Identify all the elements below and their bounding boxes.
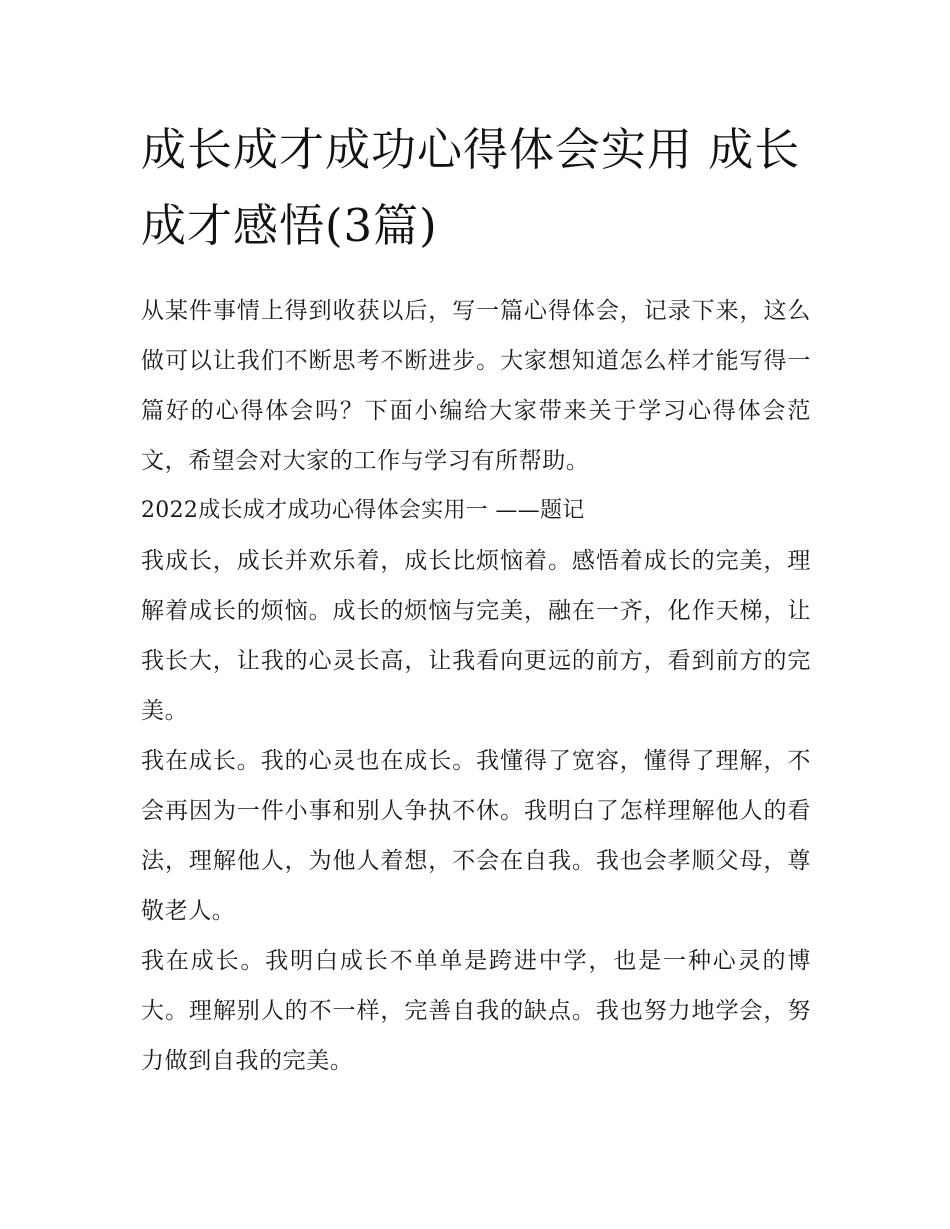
section-heading: 2022成长成才成功心得体会实用一 ——题记	[141, 498, 585, 523]
body-paragraph: 我在成长。我明白成长不单单是跨进中学，也是一种心灵的博大。理解别人的不一样，完善自我的缺点。我也努力地学会，努力做到自我的完美。	[141, 948, 811, 1074]
document-body	[141, 112, 811, 1086]
body-paragraph: 我成长，成长并欢乐着，成长比烦恼着。感悟着成长的完美，理解着成长的烦恼。成长的烦恼与完美，融在一齐，化作天梯，让我长大，让我的心灵长高，让我看向更远的前方，看到前方的完美。	[141, 548, 811, 724]
document-title: 成长成才成功心得体会实用 成长成才感悟(3篇)	[141, 123, 801, 252]
body-paragraph: 我在成长。我的心灵也在成长。我懂得了宽容，懂得了理解，不会再因为一件小事和别人争执不休。我明白了怎样理解他人的看法，理解他人，为他人着想，不会在自我。我也会孝顺父母，尊敬老人。	[141, 748, 811, 924]
intro-paragraph: 从某件事情上得到收获以后，写一篇心得体会，记录下来，这么做可以让我们不断思考不断进步。大家想知道怎么样才能写得一篇好的心得体会吗？下面小编给大家带来关于学习心得体会范文，希望会对大家的工作与学习有所帮助。	[141, 298, 811, 474]
